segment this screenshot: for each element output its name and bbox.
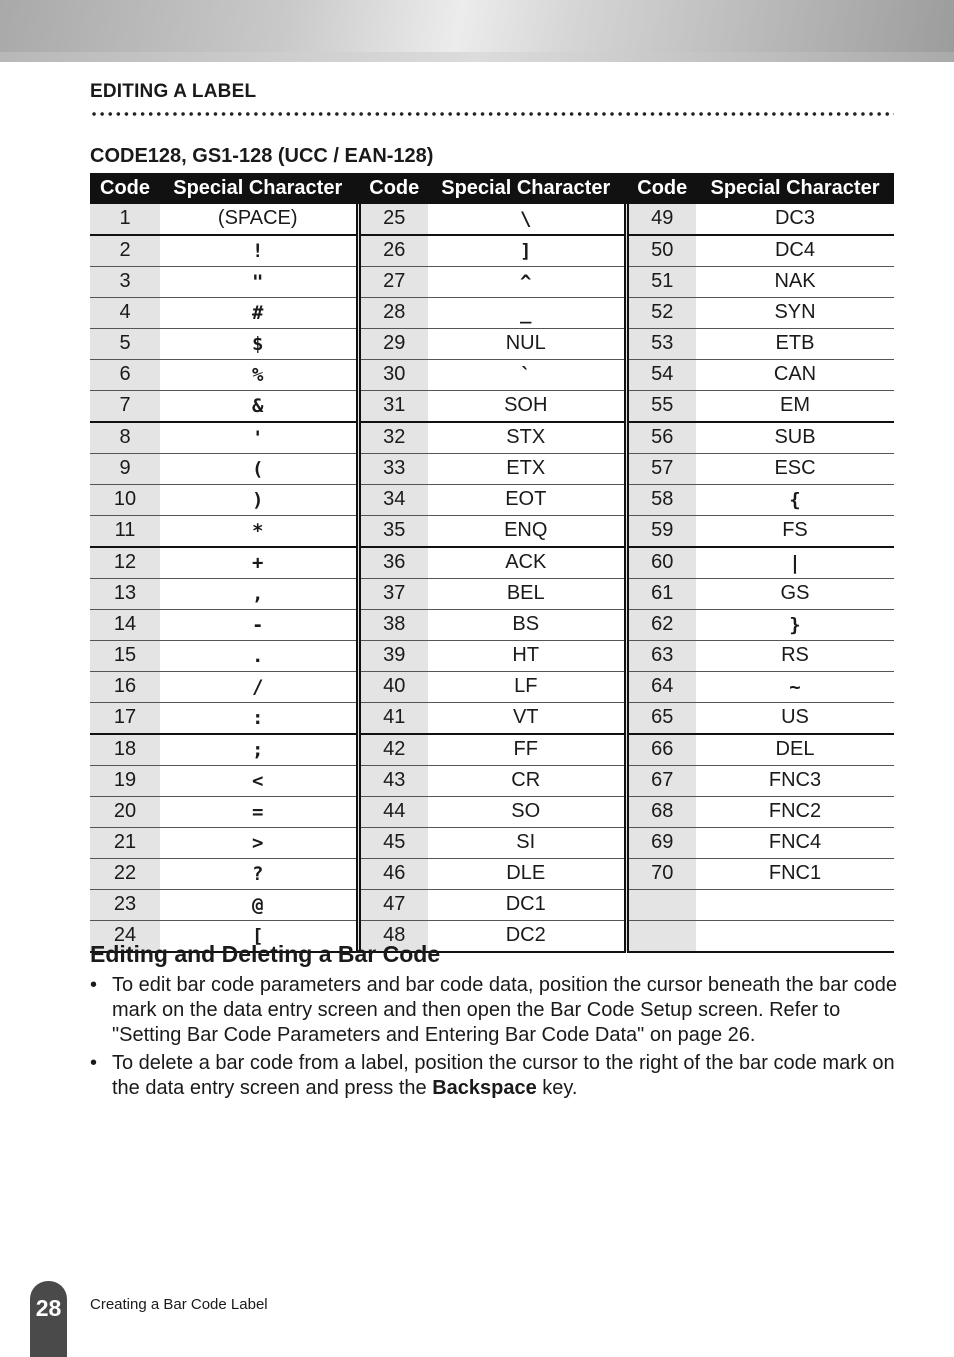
code-cell: 38 [358,610,428,641]
special-character-cell: ACK [428,547,626,579]
code-cell: 29 [358,329,428,360]
backspace-key-label: Backspace [432,1077,537,1099]
special-character-cell: DLE [428,859,626,890]
table-row [90,703,894,735]
special-character-cell: ? [160,859,358,890]
code-cell: 43 [358,766,428,797]
code-cell: 41 [358,703,428,735]
code-cell: 47 [358,890,428,921]
code-cell: 69 [626,828,696,859]
code-cell: 30 [358,360,428,391]
code-cell: 54 [626,360,696,391]
table-row [90,610,894,641]
special-character-cell: ! [160,235,358,267]
code-cell: 14 [90,610,160,641]
code-cell: 26 [358,235,428,267]
table-row [90,329,894,360]
table-row [90,360,894,391]
special-character-cell: SI [428,828,626,859]
table-row [90,267,894,298]
table-row [90,766,894,797]
code-cell: 58 [626,485,696,516]
code-cell: 53 [626,329,696,360]
special-character-cell: \ [428,204,626,235]
code-cell: 33 [358,454,428,485]
special-character-cell: BEL [428,579,626,610]
instruction-item [90,1051,900,1101]
code-cell: 56 [626,422,696,454]
special-character-cell: ] [428,235,626,267]
code-cell: 16 [90,672,160,703]
special-character-cell: FNC1 [696,859,894,890]
special-character-cell: ~ [696,672,894,703]
special-character-cell: DC3 [696,204,894,235]
bullet-marker: • [90,1052,98,1074]
special-character-cell: ` [428,360,626,391]
code-cell: 64 [626,672,696,703]
special-character-cell: STX [428,422,626,454]
special-character-cell: NUL [428,329,626,360]
table-row [90,828,894,859]
code-cell: 17 [90,703,160,735]
code-cell: 7 [90,391,160,423]
top-banner [0,0,954,62]
table-body [90,204,894,952]
section-header: EDITING A LABEL [90,81,257,102]
table-row [90,641,894,672]
special-character-cell: DC4 [696,235,894,267]
code-cell: 49 [626,204,696,235]
special-character-cell: = [160,797,358,828]
subheading-editing-deleting: Editing and Deleting a Bar Code [90,941,441,967]
special-character-cell: FNC2 [696,797,894,828]
code-cell: 24 [90,921,160,953]
header-special-character: Special Character [428,173,626,204]
code-cell: 19 [90,766,160,797]
table-row [90,204,894,235]
special-character-cell: FS [696,516,894,548]
code-cell: 55 [626,391,696,423]
code-cell: 62 [626,610,696,641]
header-special-character: Special Character [160,173,358,204]
table-row [90,890,894,921]
code-cell: 42 [358,734,428,766]
code-cell: 59 [626,516,696,548]
code-cell: 39 [358,641,428,672]
code-cell: 12 [90,547,160,579]
code-cell [626,921,696,953]
code128-table [90,173,894,953]
code-cell: 65 [626,703,696,735]
special-character-cell: RS [696,641,894,672]
table-row [90,734,894,766]
special-character-cell: CAN [696,360,894,391]
table-row [90,672,894,703]
instruction-text: To edit bar code parameters and bar code data, position the cursor beneath the bar code mark on the data entry screen and then open the Bar Code Setup screen. Refer to "Setting Bar Code Parameters and Entering Bar Code Data" on page 26. [112,974,897,1046]
special-character-cell: - [160,610,358,641]
special-character-cell: " [160,267,358,298]
code-cell: 15 [90,641,160,672]
table-row [90,298,894,329]
header-code: Code [626,173,696,204]
special-character-cell: FF [428,734,626,766]
instruction-text: To delete a bar code from a label, position the cursor to the right of the bar code mark on the data entry screen and press the [112,1052,895,1099]
special-character-cell: GS [696,579,894,610]
bullet-marker: • [90,974,98,996]
header-code: Code [358,173,428,204]
table-row [90,516,894,548]
special-character-cell: ^ [428,267,626,298]
table-row [90,579,894,610]
special-character-cell: * [160,516,358,548]
table-row [90,235,894,267]
special-character-cell: US [696,703,894,735]
special-character-cell [696,890,894,921]
code-cell: 46 [358,859,428,890]
special-character-cell: LF [428,672,626,703]
special-character-cell: [ [160,921,358,953]
table-row [90,485,894,516]
special-character-cell: ESC [696,454,894,485]
code-cell: 10 [90,485,160,516]
special-character-cell: # [160,298,358,329]
special-character-cell: & [160,391,358,423]
special-character-cell: DEL [696,734,894,766]
special-character-cell: ENQ [428,516,626,548]
special-character-cell: CR [428,766,626,797]
code-cell: 67 [626,766,696,797]
special-character-cell: ETX [428,454,626,485]
code-cell: 48 [358,921,428,953]
code-cell: 34 [358,485,428,516]
instructions-list [90,973,900,1104]
special-character-cell: { [696,485,894,516]
special-character-cell: ; [160,734,358,766]
special-character-cell: / [160,672,358,703]
special-character-cell: < [160,766,358,797]
code-cell: 22 [90,859,160,890]
special-character-cell: | [696,547,894,579]
code-cell: 6 [90,360,160,391]
special-character-cell: SYN [696,298,894,329]
code-cell: 52 [626,298,696,329]
page-number: 28 [30,1281,67,1357]
code-cell: 61 [626,579,696,610]
code-cell: 31 [358,391,428,423]
special-character-cell: , [160,579,358,610]
code-cell: 57 [626,454,696,485]
instruction-text-end: key. [536,1077,578,1099]
code-cell: 23 [90,890,160,921]
code-cell: 28 [358,298,428,329]
special-character-cell: . [160,641,358,672]
special-character-cell: DC1 [428,890,626,921]
special-character-cell: + [160,547,358,579]
special-character-cell: SUB [696,422,894,454]
code-cell: 51 [626,267,696,298]
special-character-cell: NAK [696,267,894,298]
code-cell: 40 [358,672,428,703]
special-character-cell: SOH [428,391,626,423]
code-cell: 21 [90,828,160,859]
special-character-cell: @ [160,890,358,921]
special-character-cell: : [160,703,358,735]
code-cell: 9 [90,454,160,485]
dotted-divider [90,111,894,117]
code-cell: 32 [358,422,428,454]
code-cell: 27 [358,267,428,298]
table-row [90,859,894,890]
special-character-cell: (SPACE) [160,204,358,235]
special-character-cell [696,921,894,953]
table-row [90,422,894,454]
special-character-cell: EOT [428,485,626,516]
code-cell: 37 [358,579,428,610]
special-character-cell: DC2 [428,921,626,953]
special-character-cell: FNC4 [696,828,894,859]
table-title: CODE128, GS1-128 (UCC / EAN-128) [90,145,434,167]
code-cell: 44 [358,797,428,828]
special-character-cell: ' [160,422,358,454]
code-cell: 8 [90,422,160,454]
special-character-cell: BS [428,610,626,641]
special-character-cell: HT [428,641,626,672]
instruction-item [90,973,900,1048]
table-row [90,391,894,423]
special-character-cell: VT [428,703,626,735]
table-row [90,454,894,485]
code-cell: 11 [90,516,160,548]
code-cell: 70 [626,859,696,890]
special-character-cell: $ [160,329,358,360]
special-character-cell: SO [428,797,626,828]
footer-chapter-title: Creating a Bar Code Label [90,1296,268,1313]
special-character-cell: ETB [696,329,894,360]
code-cell: 4 [90,298,160,329]
code-cell: 2 [90,235,160,267]
code-cell: 60 [626,547,696,579]
special-character-cell: FNC3 [696,766,894,797]
special-character-cell: ) [160,485,358,516]
table-row [90,797,894,828]
special-character-cell: EM [696,391,894,423]
code-cell [626,890,696,921]
code-cell: 13 [90,579,160,610]
code-cell: 18 [90,734,160,766]
header-special-character: Special Character [696,173,894,204]
code-cell: 1 [90,204,160,235]
code-cell: 68 [626,797,696,828]
code-cell: 50 [626,235,696,267]
code-cell: 66 [626,734,696,766]
code-cell: 36 [358,547,428,579]
code-cell: 45 [358,828,428,859]
code-cell: 63 [626,641,696,672]
code-cell: 25 [358,204,428,235]
code-cell: 3 [90,267,160,298]
code-cell: 5 [90,329,160,360]
code-cell: 20 [90,797,160,828]
special-character-cell: ( [160,454,358,485]
table-row [90,547,894,579]
table-header-row [90,173,894,204]
code-cell: 35 [358,516,428,548]
special-character-cell: > [160,828,358,859]
special-character-cell: _ [428,298,626,329]
special-character-cell: } [696,610,894,641]
special-character-cell: % [160,360,358,391]
header-code: Code [90,173,160,204]
